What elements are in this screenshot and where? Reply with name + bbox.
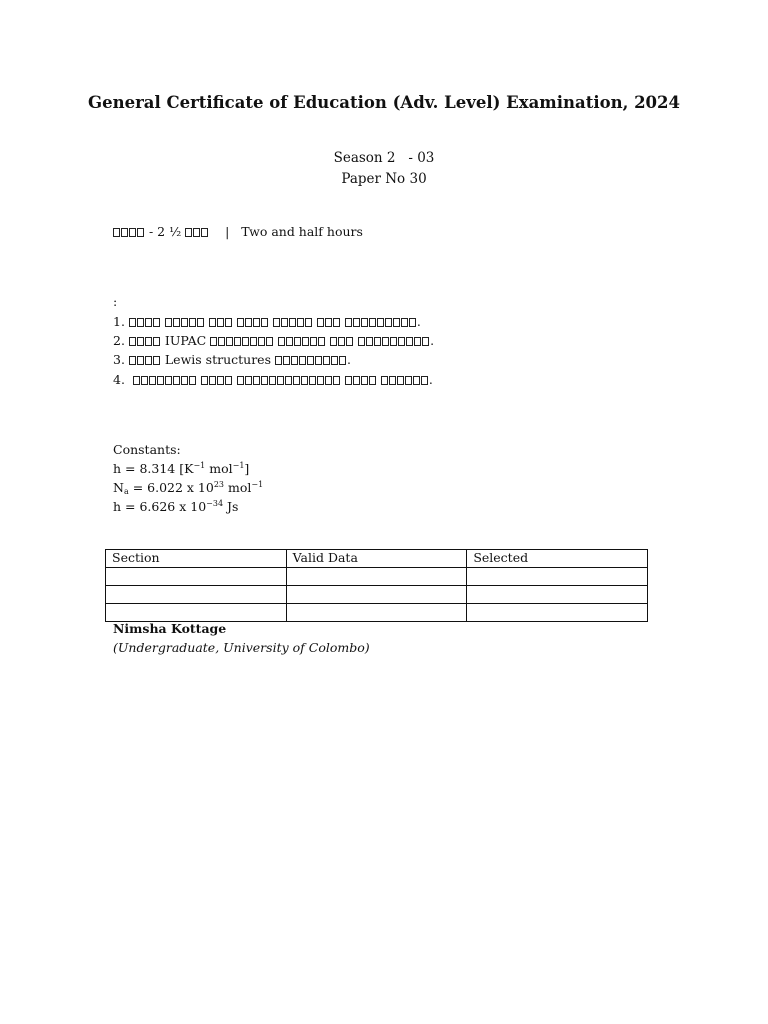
duration-line	[113, 224, 363, 239]
instruction-number: 3.	[113, 352, 129, 367]
table-row	[106, 604, 648, 622]
table-cell	[286, 568, 467, 586]
author-affiliation: (Undergraduate, University of Colombo)	[113, 640, 370, 655]
table-cell	[106, 568, 287, 586]
table-cell	[467, 586, 648, 604]
instruction-item-3	[113, 352, 351, 367]
table-cell	[467, 568, 648, 586]
instruction-number: 4.	[113, 372, 133, 387]
sinhala-glyphs	[113, 224, 145, 239]
instruction-item-2	[113, 333, 434, 348]
table-cell	[286, 604, 467, 622]
table-header-selected: Selected	[467, 550, 648, 568]
table-row	[106, 586, 648, 604]
sinhala-glyphs	[129, 333, 161, 348]
sinhala-glyphs	[275, 352, 347, 367]
constant-gas: h = 8.314 [$K^{-1}$ mol$^{-1}$]	[113, 461, 250, 476]
sinhala-glyphs	[129, 352, 161, 367]
table-header-valid-data: Valid Data	[286, 550, 467, 568]
season-label: Season 2 - 03	[333, 150, 435, 166]
author-name: Nimsha Kottage	[113, 621, 227, 636]
duration-value: - 2 ½	[145, 224, 186, 239]
table-cell	[286, 586, 467, 604]
constants-heading: Constants:	[113, 442, 181, 457]
duration-separator: |	[225, 224, 230, 239]
data-table	[105, 549, 648, 622]
table-cell	[467, 604, 648, 622]
instruction-number: 2.	[113, 333, 129, 348]
instruction-text: .	[346, 352, 351, 367]
instruction-number: 1.	[113, 314, 129, 329]
instructions-colon: :	[113, 294, 118, 309]
constant-avogadro: $N_a = 6.022$ x $10^{23}$ mol$^{-1}$	[113, 480, 264, 496]
table-header-row	[106, 550, 648, 568]
instruction-item-4	[113, 372, 433, 387]
table-header-section: Section	[106, 550, 287, 568]
instruction-text: .	[430, 333, 435, 348]
instruction-text: .	[428, 372, 433, 387]
sinhala-glyphs	[129, 314, 417, 329]
duration-english: Two and half hours	[241, 224, 363, 239]
constant-planck: h = 6.626 x $10^{-34}$ Js	[113, 499, 239, 514]
table-cell	[106, 604, 287, 622]
table-row	[106, 568, 648, 586]
sinhala-glyphs	[210, 333, 430, 348]
instruction-text: Lewis structures	[160, 352, 275, 367]
sinhala-glyphs	[133, 372, 429, 387]
paper-number: Paper No 30	[341, 171, 427, 187]
instruction-text: .	[416, 314, 421, 329]
table-cell	[106, 586, 287, 604]
instruction-text: IUPAC	[160, 333, 211, 348]
exam-title: General Certificate of Education (Adv. Level) Examination, 2024	[87, 93, 680, 112]
instruction-item-1	[113, 314, 421, 329]
sinhala-glyphs	[185, 224, 209, 239]
